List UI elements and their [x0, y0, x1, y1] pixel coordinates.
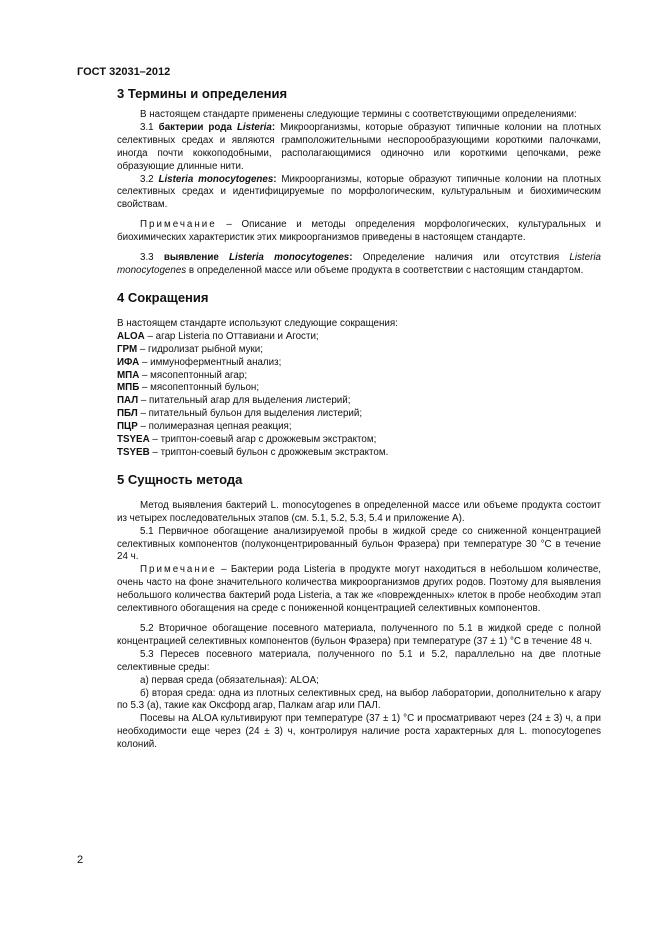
- abbreviation-item: TSYEA – триптон-соевый агар с дрожжевым экстрактом;: [117, 434, 377, 446]
- standard-code-header: ГОСТ 32031–2012: [77, 66, 171, 78]
- section-4-title: 4 Сокращения: [117, 289, 209, 305]
- abbreviation-item: ПЦР – полимеразная цепная реакция;: [117, 421, 292, 433]
- clause-5-3: 5.3 Пересев посевного материала, полученного по 5.1 и 5.2, параллельно на две плотные селективные среды:: [117, 648, 601, 673]
- section-5-note: Примечание – Бактерии рода Listeria в продукте могут находиться в небольшом количестве, очень часто на фоне значительного количества микроорганизмов других родов. Поэтому для выявления небольшого количества бактерий рода Listeria, а так же «поврежденных» клеток в пробе необходим этап селективного обогащения на среде с пониженной концентрацией селективных компонентов.: [117, 564, 601, 615]
- page-number: 2: [77, 854, 84, 866]
- clause-5-3-a: а) первая среда (обязательная): ALOA;: [140, 674, 319, 686]
- abbreviation-item: ALOA – агар Listeria по Оттавиани и Агости;: [117, 330, 319, 342]
- abbreviation-item: ГРМ – гидролизат рыбной муки;: [117, 343, 263, 355]
- clause-5-3-b: б) вторая среда: одна из плотных селективных сред, на выбор лаборатории, дополнительно к агару по 5.3 (а), такие как Оксфорд агар, Палкам агар или ПАЛ.: [117, 687, 601, 712]
- document-body: [117, 86, 601, 752]
- clause-5-1: 5.1 Первичное обогащение анализируемой пробы в жидкой среде со сниженной концентрацией селективных компонентов (полуконцентрированный бульон Фразера) при температуре 30 °С в течение 24 ч.: [117, 525, 601, 563]
- abbreviation-intro: В настоящем стандарте используют следующие сокращения:: [117, 317, 398, 329]
- abbreviation-item: ПБЛ – питательный бульон для выделения листерий;: [117, 408, 363, 420]
- abbreviation-list: [117, 318, 601, 460]
- section-5-title: 5 Сущность метода: [117, 471, 243, 487]
- abbreviation-item: TSYEB – триптон-соевый бульон с дрожжевым экстрактом.: [117, 446, 389, 458]
- section-3-note: Примечание – Описание и методы определения морфологических, культуральных и биохимических характеристик этих микроорганизмов приведены в настоящем стандарте.: [117, 219, 601, 244]
- section-3-title: 3 Термины и определения: [117, 86, 288, 101]
- section-3-intro: В настоящем стандарте применены следующие термины с соответствующими определениями:: [140, 109, 577, 120]
- section-5-paragraph: Метод выявления бактерий L. monocytogenes в определенной массе или объеме продукта состоит из четырех последовательных этапов (см. 5.1, 5.2, 5.3, 5.4 и приложение А).: [117, 499, 601, 524]
- abbreviation-item: МПА – мясопептонный агар;: [117, 369, 248, 381]
- term-3-2: 3.2 Listeria monocytogenes: Микроорганизмы, которые образуют типичные колонии на плотных селективных средах и идентифицируемые по морфологическим, культуральным и биохимическим свойствам.: [117, 173, 601, 211]
- abbreviation-item: ИФА – иммуноферментный анализ;: [117, 356, 282, 368]
- clause-5-2: 5.2 Вторичное обогащение посевного материала, полученного по 5.1 в жидкой среде с полной концентрацией селективных компонентов (бульон Фразера) при температуре (37 ± 1) °С в течение 48 ч.: [117, 623, 601, 647]
- term-3-1: 3.1 бактерии рода Listeria: Микроорганизмы, которые образуют типичные колонии на плотных селективных средах и являются грамположительными неспорообразующими короткими палочками, иногда почти коккоподобными, располагающимися одиночно или короткими цепочками, реже образующие длинные нити.: [117, 121, 601, 172]
- abbreviation-item: МПБ – мясопептонный бульон;: [117, 382, 260, 394]
- term-3-3: 3.3 выявление Listeria monocytogenes: Определение наличия или отсутствия Listeria monocytogenes в определенной массе или объеме продукта в соответствии с настоящим стандартом.: [117, 252, 601, 276]
- abbreviation-item: ПАЛ – питательный агар для выделения листерий;: [117, 395, 351, 407]
- clause-5-3-culture: Посевы на ALOA культивируют при температуре (37 ± 1) °С и просматривают через (24 ± 3) ч, а при необходимости еще через (24 ± 3) ч, контролируя наличие роста характерных для L. monocytogenes колоний.: [117, 713, 601, 751]
